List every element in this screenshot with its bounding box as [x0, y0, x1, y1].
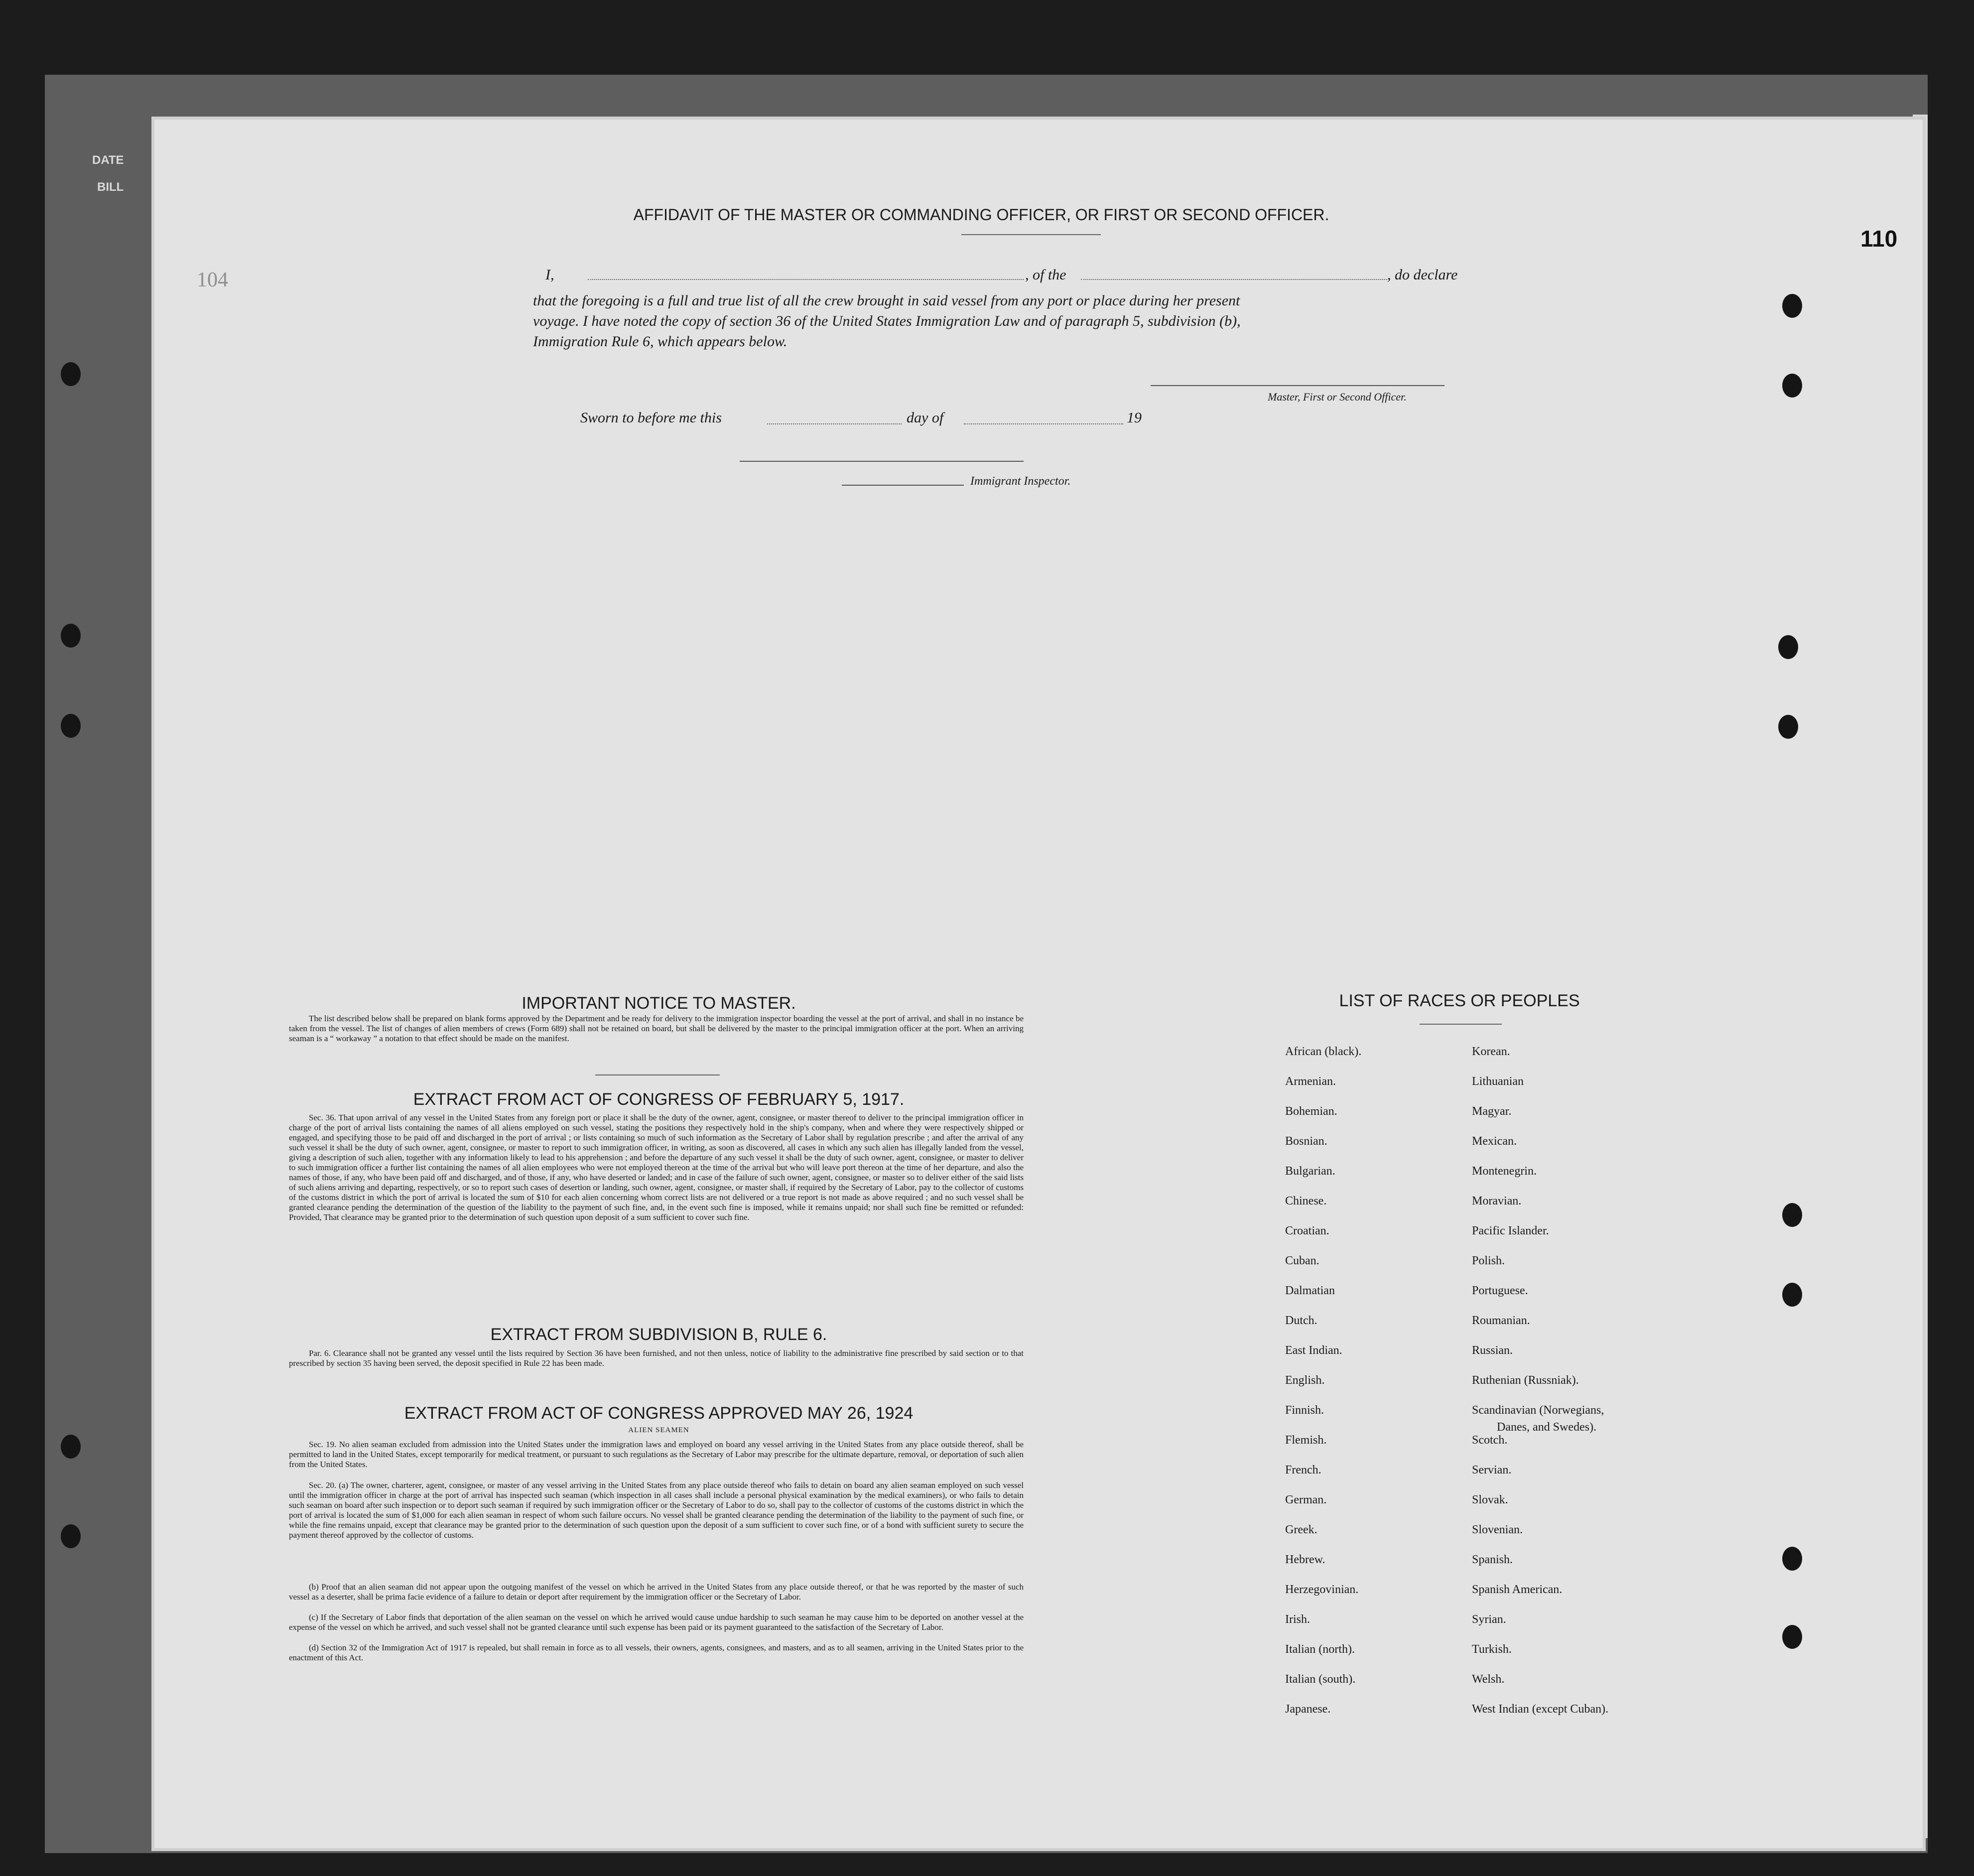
punch-hole [1782, 1547, 1802, 1571]
inspector-caption: Immigrant Inspector. [970, 475, 1071, 488]
left-race-item: Cuban. [1285, 1254, 1319, 1267]
left-race-item: Finnish. [1285, 1404, 1324, 1417]
extract-1917-title: EXTRACT FROM ACT OF CONGRESS OF FEBRUARY 5, 1917. [413, 1090, 905, 1109]
extract-1924-sec19: Sec. 19. No alien seaman excluded from admission into the United States under the immigration laws and employed on board any vessel arriving in the United States from any place outside thereof, shall be permitted to land in the United States, except temporarily for medical treatment, or pursuant to such regulations as the Secretary of Labor may prescribe for the ultimate departure, removal, or deportation of such alien from the United States. [289, 1440, 1024, 1469]
left-race-item: Armenian. [1285, 1075, 1336, 1088]
left-race-item: Bohemian. [1285, 1105, 1337, 1118]
inspector-signature-line[interactable] [740, 461, 1024, 462]
right-race-item: Spanish. [1472, 1553, 1513, 1566]
right-race-item: Spanish American. [1472, 1583, 1563, 1596]
year-prefix: 19 [1127, 409, 1142, 426]
right-race-item: Russian. [1472, 1344, 1513, 1357]
right-race-item: Slovak. [1472, 1493, 1508, 1506]
page-number: 110 [1860, 226, 1898, 252]
left-race-item: French. [1285, 1464, 1321, 1476]
extract-1924-title: EXTRACT FROM ACT OF CONGRESS APPROVED MAY 26, 1924 [404, 1404, 914, 1423]
races-title: LIST OF RACES OR PEOPLES [1339, 991, 1580, 1010]
signature-caption: Master, First or Second Officer. [1268, 391, 1407, 403]
left-race-item: Irish. [1285, 1613, 1310, 1626]
affidavit-i: I, [545, 267, 554, 283]
stamp-bill: BILL [97, 180, 124, 194]
left-race-item: Italian (south). [1285, 1673, 1356, 1686]
extract-1924-d: (d) Section 32 of the Immigration Act of 1917 is repealed, but shall remain in force as to all vessels, their owners, agents, consignees, and masters, and as to all seamen, arriving in the United States prior to the enactment of this Act. [289, 1643, 1024, 1662]
right-race-item: Mexican. [1472, 1135, 1517, 1148]
left-race-item: Dalmatian [1285, 1284, 1335, 1297]
left-race-item: Herzegovinian. [1285, 1583, 1359, 1596]
punch-hole [1778, 635, 1798, 659]
extract-1924-sec20a: Sec. 20. (a) The owner, charterer, agent, consignee, or master of any vessel arriving in the United States from any place outside thereof who fails to detain on board any alien seaman employed on such vessel until the immigration officer in charge at the port of arrival has inspected such seaman (which inspection in all cases shall include a personal physical examination by the medical examiners), or who fails to detain such seaman on board after such inspection or to deport such seaman if required by such immigration officer or the Secretary of Labor to do so, shall pay to the collector of customs of the customs district in which the port of arrival is located the sum of $1,000 for each alien seaman in respect of whom such failure occurs. No vessel shall be granted clearance pending the determination of the liability to the payment of such fine, or while the fine remains unpaid, except that clearance may be granted prior to the determination of such question upon the deposit of a sum sufficient to cover such fine, or of a bond with sufficient surety to secure the payment thereof approved by the collector of customs. [289, 1480, 1024, 1540]
notice-body: The list described below shall be prepared on blank forms approved by the Department and be ready for delivery to the immigration inspector boarding the vessel at the port of arrival, and shall in no instance be taken from the vessel. The list of changes of alien members of crews (Form 689) shall not be retained on board, but shall be delivered by the master to the principal immigration officer at the port. When an arriving seaman is a “ workaway ” a notation to that effect should be made on the manifest. [289, 1014, 1024, 1043]
punch-hole [1782, 374, 1802, 398]
right-race-item: Portuguese. [1472, 1284, 1528, 1297]
left-race-item: Japanese. [1285, 1703, 1331, 1716]
right-race-item: Korean. [1472, 1045, 1510, 1058]
right-race-item: Ruthenian (Russniak). [1472, 1374, 1579, 1387]
punch-hole [61, 362, 81, 386]
affidavit-of-the: , of the [1025, 267, 1066, 283]
right-race-item: Roumanian. [1472, 1314, 1530, 1327]
handwritten-number: 104 [197, 268, 228, 291]
extract-rule6-title: EXTRACT FROM SUBDIVISION B, RULE 6. [490, 1325, 827, 1344]
right-race-item: Servian. [1472, 1464, 1512, 1476]
right-race-item: Slovenian. [1472, 1523, 1523, 1536]
left-race-item: Bulgarian. [1285, 1165, 1335, 1178]
sworn-day-field[interactable] [767, 423, 902, 424]
right-race-item: Pacific Islander. [1472, 1224, 1549, 1237]
affidavit-line-3: Immigration Rule 6, which appears below. [533, 333, 788, 350]
left-race-item: Bosnian. [1285, 1135, 1327, 1148]
races-title-rule [1420, 1024, 1502, 1025]
punch-hole [1782, 1625, 1802, 1649]
extract-1924-b: (b) Proof that an alien seaman did not appear upon the outgoing manifest of the vessel on which he arrived in the United States from any place outside thereof, or that he was reported by the master of such vessel as a deserter, shall be prima facie evidence of a failure to detain or deport after requirement by the immigration officer or the Secretary of Labor. [289, 1582, 1024, 1602]
right-race-item: West Indian (except Cuban). [1472, 1703, 1608, 1716]
vessel-field[interactable] [1081, 279, 1387, 280]
right-race-item: Lithuanian [1472, 1075, 1524, 1088]
affidavit-line-1: that the foregoing is a full and true list of all the crew brought in said vessel from any port or place during her present [533, 292, 1240, 309]
right-race-item: Welsh. [1472, 1673, 1505, 1686]
notice-title: IMPORTANT NOTICE TO MASTER. [522, 994, 796, 1013]
left-race-item: Chinese. [1285, 1195, 1327, 1207]
punch-hole [1782, 1283, 1802, 1307]
punch-hole [1782, 1203, 1802, 1227]
left-race-item: Dutch. [1285, 1314, 1317, 1327]
punch-hole [1778, 715, 1798, 739]
affidavit-title: AFFIDAVIT OF THE MASTER OR COMMANDING OFFICER, OR FIRST OR SECOND OFFICER. [633, 206, 1329, 224]
right-race-item: Turkish. [1472, 1643, 1512, 1656]
affidavit-line-2: voyage. I have noted the copy of section 36 of the United States Immigration Law and of paragraph 5, subdivision (b), [533, 313, 1241, 329]
left-race-item: German. [1285, 1493, 1327, 1506]
left-race-item: Italian (north). [1285, 1643, 1355, 1656]
left-race-item: East Indian. [1285, 1344, 1342, 1357]
stamp-date: DATE [92, 153, 124, 167]
punch-hole [61, 624, 81, 648]
left-race-item: Flemish. [1285, 1434, 1327, 1447]
extract-1917-body: Sec. 36. That upon arrival of any vessel in the United States from any foreign port or place it shall be the duty of the owner, agent, consignee, or master thereof to deliver to the principal immigration officer in charge of the port of arrival lists containing the names of all aliens employed on such vessel, stating the positions they respectively hold in the ship's company, when and where they were respectively shipped or engaged, and specifying those to be paid off and discharged in the port of arrival ; or lists containing so much of such information as the Secretary of Labor shall by regulation prescribe ; and after the arrival of any such vessel it shall be the duty of such owner, agent, consignee, or master to report to such immigration officer, in writing, as soon as discovered, all cases in which any such alien has illegally landed from the vessel, giving a description of such alien, together with any information likely to lead to his apprehension ; and before the departure of any such vessel it shall be the duty of such owner, agent, consignee, or master to deliver to such immigration officer a further list containing the names of all alien employees who were not employed thereon at the time of the arrival but who will leave port thereon at the time of her departure, and also the names of those, if any, who have been paid off and discharged, and of those, if any, who have deserted or landed; and in case of the failure of such owner, agent, consignee, or master so to deliver either of the said lists of such aliens arriving and departing, respectively, or so to report such cases of desertion or landing, such owner, agent, consignee, or master shall, if required by the Secretary of Labor, pay to the collector of customs of the customs district in which the port of arrival is located the sum of $10 for each alien concerning whom correct lists are not delivered or a true report is not made as above required ; and no such vessel shall be granted clearance pending the determination of the question of the liability to the payment of such fine, and, in the event such fine is imposed, while it remains unpaid; nor shall such fine be remitted or refunded: Provided, That clearance may be granted prior to the determination of such question upon deposit of a sum sufficient to cover such fine. [289, 1113, 1024, 1222]
right-race-item: Scotch. [1472, 1434, 1508, 1447]
race-right-continuation: Danes, and Swedes). [1497, 1421, 1596, 1434]
left-race-item: Greek. [1285, 1523, 1317, 1536]
right-race-item: Montenegrin. [1472, 1165, 1537, 1178]
right-race-item: Magyar. [1472, 1105, 1512, 1118]
punch-hole [61, 1524, 81, 1548]
left-race-item: Hebrew. [1285, 1553, 1325, 1566]
affidavit-do-declare: , do declare [1387, 267, 1458, 283]
extract-1924-c: (c) If the Secretary of Labor finds that deportation of the alien seaman on the vessel on which he arrived would cause undue hardship to such seaman he may cause him to be deported on another vessel at the expense of the vessel on which he arrived, and such vessel shall not be granted clearance until such expense has been paid or its payment guaranteed to the satisfaction of the Secretary of Labor. [289, 1612, 1024, 1632]
extract-1924-subtitle: ALIEN SEAMEN [628, 1426, 689, 1434]
inspector-short-line[interactable] [842, 485, 964, 486]
right-race-item: Polish. [1472, 1254, 1505, 1267]
left-race-item: Croatian. [1285, 1224, 1329, 1237]
punch-hole [1782, 294, 1802, 318]
day-of-label: day of [907, 409, 944, 426]
sworn-month-field[interactable] [964, 423, 1123, 424]
extract-rule6-body: Par. 6. Clearance shall not be granted any vessel until the lists required by Section 36 have been furnished, and not then unless, notice of liability to the administrative fine prescribed by said section or to that prescribed by section 35 having been served, the deposit specified in Rule 22 has been made. [289, 1348, 1024, 1368]
divider [595, 1074, 720, 1075]
sworn-label: Sworn to before me this [580, 409, 722, 426]
punch-hole [61, 714, 81, 738]
right-race-item: Moravian. [1472, 1195, 1522, 1207]
title-rule [961, 234, 1101, 235]
right-race-item: Syrian. [1472, 1613, 1506, 1626]
punch-hole [61, 1435, 81, 1459]
right-race-item: Scandinavian (Norwegians, [1472, 1404, 1604, 1417]
name-field[interactable] [588, 279, 1024, 280]
left-race-item: African (black). [1285, 1045, 1362, 1058]
left-race-item: English. [1285, 1374, 1325, 1387]
signature-line[interactable] [1151, 385, 1445, 386]
